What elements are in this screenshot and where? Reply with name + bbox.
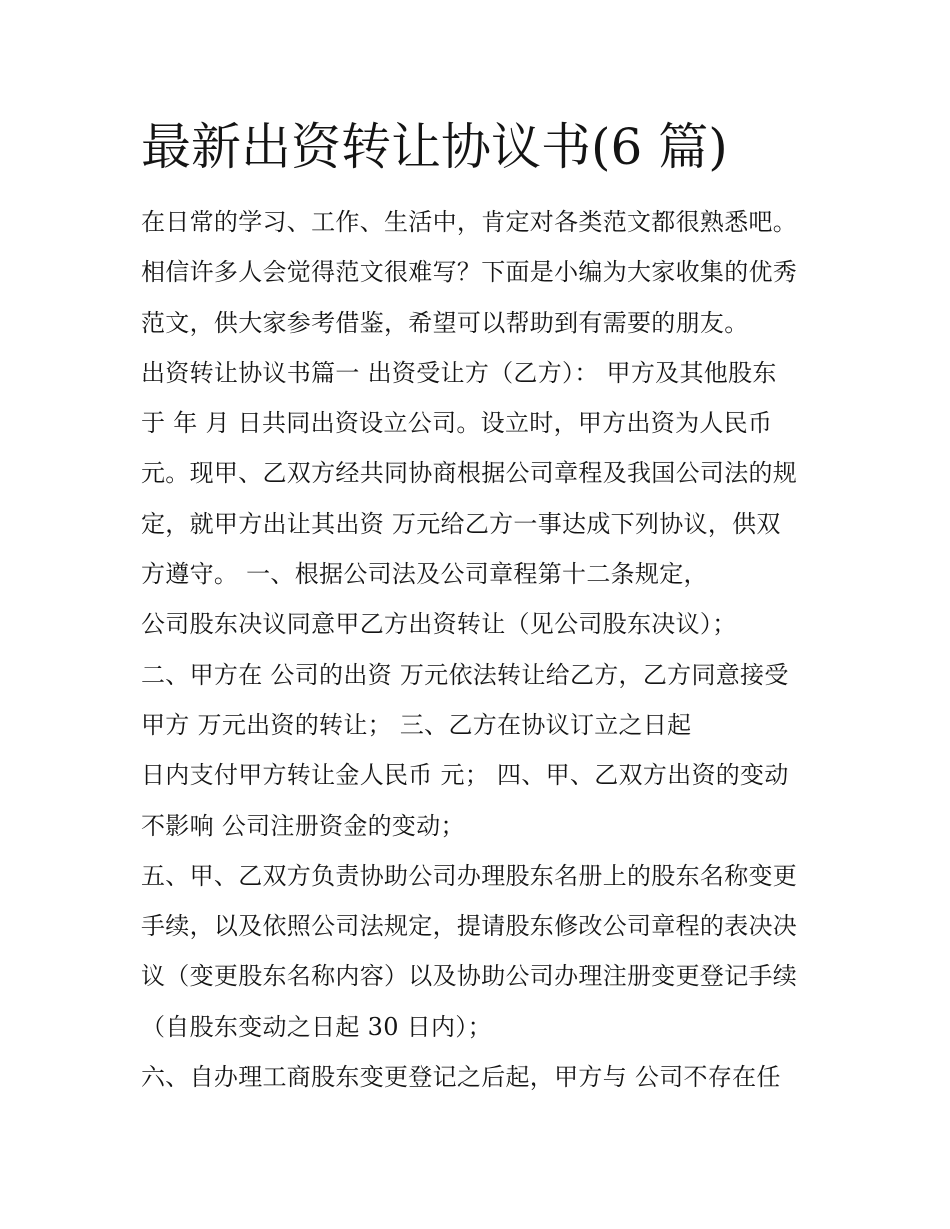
body-line: 六、自办理工商股东变更登记之后起，甲方与 公司不存在任 <box>141 1063 781 1092</box>
body-line: 日内支付甲方转让金人民币 元； 四、甲、乙双方出资的变动 <box>141 761 789 790</box>
body-line: 公司股东决议同意甲乙方出资转让（见公司股东决议）； <box>141 610 737 639</box>
body-line: 在日常的学习、工作、生活中，肯定对各类范文都很熟悉吧。 <box>141 208 798 236</box>
body-line: 于 年 月 日共同出资设立公司。设立时，甲方出资为人民币 <box>141 409 773 438</box>
body-line: 手续，以及依照公司法规定，提请股东修改公司章程的表决决 <box>141 912 798 941</box>
body-line: 二、甲方在 公司的出资 万元依法转让给乙方，乙方同意接受 <box>141 660 789 689</box>
document-title: 最新出资转让协议书(6 篇) <box>141 118 728 176</box>
body-line: 相信许多人会觉得范文很难写？下面是小编为大家收集的优秀 <box>141 258 798 287</box>
document-body <box>141 197 841 1102</box>
body-line: 议（变更股东名称内容）以及协助公司办理注册变更登记手续 <box>141 962 798 991</box>
body-line: 范文，供大家参考借鉴，希望可以帮助到有需要的朋友。 <box>141 308 749 337</box>
body-line: （自股东变动之日起 30 日内）； <box>141 1012 492 1041</box>
body-line: 不影响 公司注册资金的变动； <box>141 811 465 840</box>
body-line: 方遵守。 一、根据公司法及公司章程第十二条规定， <box>141 560 708 589</box>
body-line: 甲方 万元出资的转让； 三、乙方在协议订立之日起 <box>141 710 692 739</box>
body-line: 定，就甲方出让其出资 万元给乙方一事达成下列协议，供双 <box>141 509 781 538</box>
body-line: 五、甲、乙双方负责协助公司办理股东名册上的股东名称变更 <box>141 861 798 890</box>
body-line: 出资转让协议书篇一 出资受让方（乙方）： 甲方及其他股东 <box>141 358 777 387</box>
body-line: 元。现甲、乙双方经共同协商根据公司章程及我国公司法的规 <box>141 459 798 488</box>
